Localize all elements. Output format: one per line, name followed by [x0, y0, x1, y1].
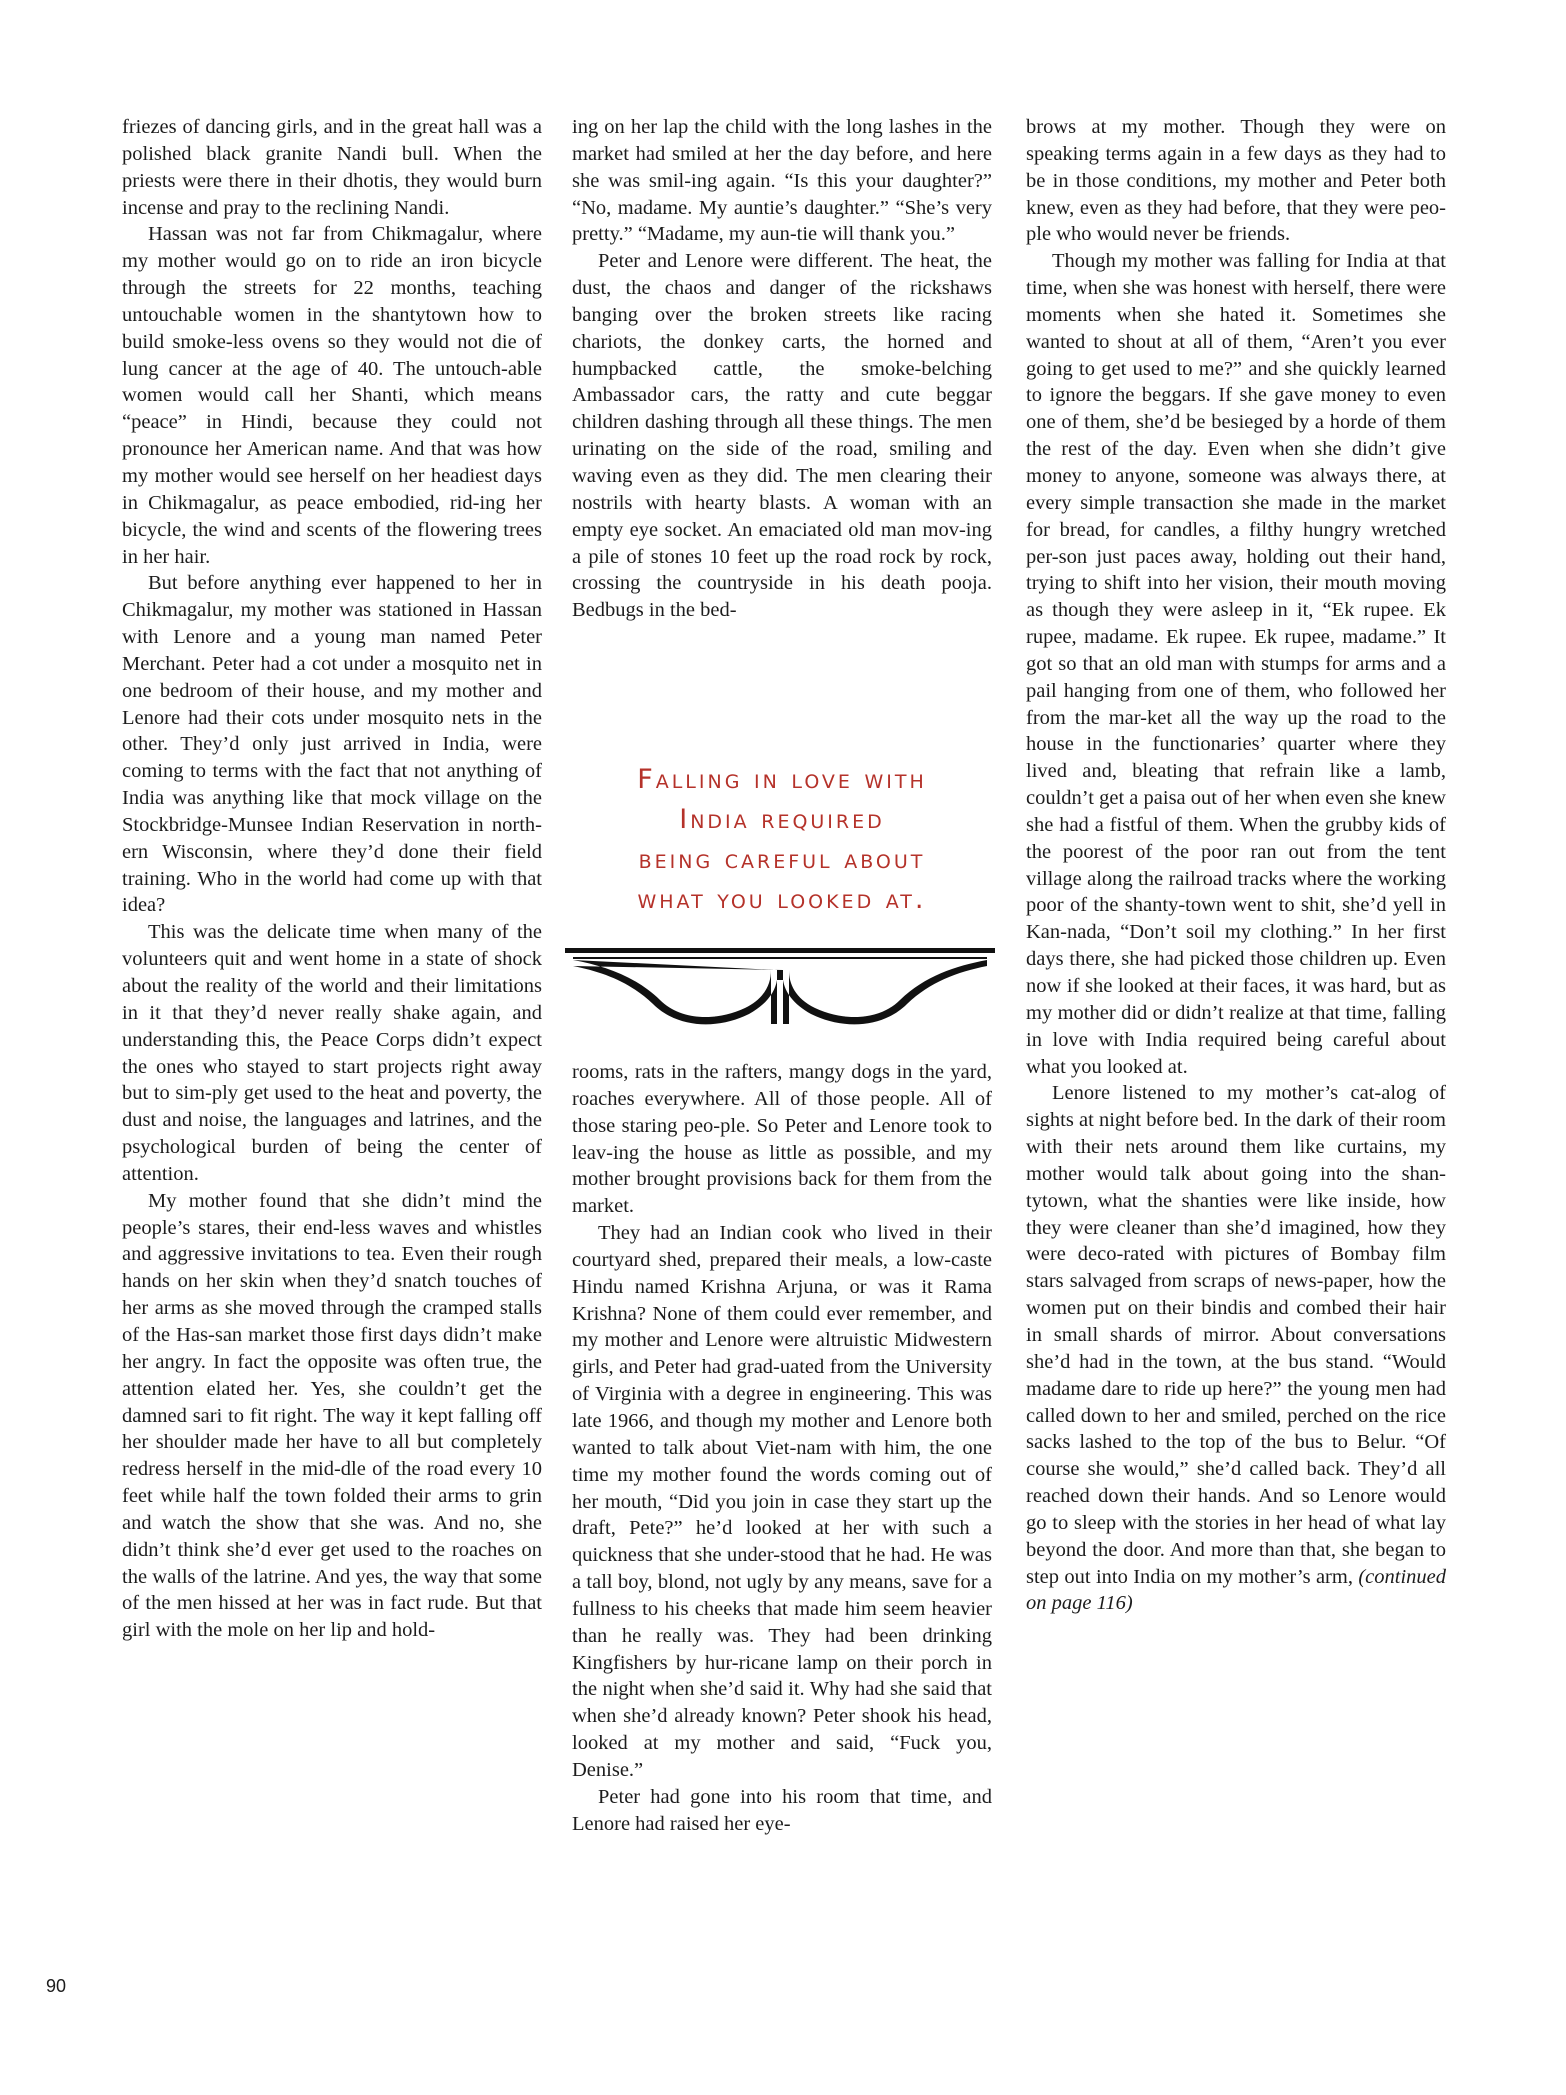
paragraph-text: Lenore listened to my mother’s cat-alog of sights at night before bed. In the dark of their room with their nets around them like curtains, my mother would talk about going into the shan-tytown, what the shanties were like inside, how they were cleaner than she’d imagined, how they were deco-rated with pictures of Bombay film stars salvaged from scraps of news-paper, how the women put on their bindis and combed their hair in small shards of mirror. About conversations she’d had in the town, at the bus stand. “Would madame dare to ride up here?” the young men had called down to her and smiled, perched on the rice sacks lashed to the top of the bus to Belur. “Of course she would,” she’d called back. They’d all reached down their hands. And so Lenore would go to sleep with the stories in her head of what lay beyond the door. And more than that, she began to step out into India on my mother’s arm, [1026, 1082, 1446, 1588]
pull-quote [575, 760, 989, 920]
text-column-3 [1026, 114, 1446, 1617]
paragraph: Peter and Lenore were different. The heat, the dust, the chaos and danger of the rickshaws banging over the broken streets like racing chariots, the donkey carts, the horned and humpbacked cattle, the smoke-belching Ambassador cars, the ratty and cute beggar children dashing through all these things. The men urinating on the side of the road, smiling and waving even as they did. The men clearing their nostrils with hearty blasts. A woman with an empty eye socket. An emaciated old man mov-ing a pile of stones 10 feet up the road rock by rock, crossing the countryside in his death pooja. Bedbugs in the bed- [572, 250, 992, 622]
paragraph: ing on her lap the child with the long lashes in the market had smiled at her the day before, and here she was smil-ing again. “Is this your daughter?” “No, madame. My auntie’s daughter.” “She’s very pretty.” “Madame, my aun-tie will thank you.” [572, 116, 992, 246]
paragraph: But before anything ever happened to her in Chikmagalur, my mother was stationed in Hassan with Lenore and a young man named Peter Merchant. Peter had a cot under a mosquito net in one bedroom of their house, and my mother and Lenore had their cots under mosquito nets in the other. They’d only just arrived in India, were coming to terms with the fact that not anything of India was anything like that mock village on the Stockbridge-Munsee Indian Reservation in north-ern Wisconsin, where they’d done their field training. Who in the world had come up with that idea? [122, 572, 542, 917]
text-column-2-bottom [572, 1059, 992, 1837]
pull-quote-line: Falling in love with [637, 764, 927, 795]
paragraph [1026, 1080, 1446, 1617]
paragraph: This was the delicate time when many of the volunteers quit and went home in a state of shock about the reality of the world and their limitations in it that they’d never really shake again, and understanding this, the Peace Corps didn’t expect the ones who stayed to start projects right away but to sim-ply get used to the heat and poverty, the dust and noise, the languages and latrines, and the psychological burden of being the center of attention. [122, 921, 542, 1185]
paragraph: Peter had gone into his room that time, and Lenore had raised her eye- [572, 1785, 992, 1835]
page-number: 90 [46, 1976, 67, 1996]
paragraph: Hassan was not far from Chikmagalur, where my mother would go on to ride an iron bicycle through the streets for 22 months, teaching untouchable women in the shantytown how to build smoke-less ovens so they would not die of lung cancer at the age of 40. The untouch-able women would call her Shanti, which means “peace” in Hindi, because they could not pronounce her American name. And that was how my mother would see herself on her headiest days in Chikmagalur, as peace embodied, rid-ing her bicycle, the wind and scents of the flowering trees in her hair. [122, 223, 542, 568]
text-column-2-top [572, 114, 992, 624]
pull-quote-line: what you looked at. [637, 884, 927, 915]
paragraph: friezes of dancing girls, and in the great hall was a polished black granite Nandi bull. When the priests were there in their dhotis, they would burn incense and pray to the reclining Nandi. [122, 116, 542, 219]
pull-quote-line: India required [679, 804, 885, 835]
text-column-1 [122, 114, 542, 1644]
paragraph: Though my mother was falling for India at that time, when she was honest with herself, there were moments when she hated it. Sometimes she wanted to shout at all of them, “Aren’t you ever going to get used to me?” and she quickly learned to ignore the beggars. If she gave money to even one of them, she’d be besieged by a horde of them the rest of the day. Even when she didn’t give money to anyone, someone was always there, at every simple transaction she made in the market for bread, for candles, a filthy hungry wretched per-son just paces away, holding out their hand, trying to shift into her vision, their mouth moving as though they were asleep in it, “Ek rupee. Ek rupee, madame. Ek rupee. Ek rupee, madame.” It got so that an old man with stumps for arms and a pail hanging from one of them, who followed her from the mar-ket all the way up the road to the house in the functionaries’ quarter where they lived and, bleating that refrain like a lamb, couldn’t get a paisa out of her when even she knew she had a fistful of them. When the grubby kids of the poorest of the poor ran out from the tent village along the railroad tracks where the working poor of the shanty-town went to shit, she’d yell in Kan-nada, “Don’t soil my clothing.” In her first days there, she had picked those children up. Even now if she looked at their faces, it was hard, but as my mother did or didn’t realize at that time, falling in love with India required being careful about what you looked at. [1026, 250, 1446, 1078]
paragraph: They had an Indian cook who lived in their courtyard shed, prepared their meals, a low-caste Hindu named Krishna Arjuna, or was it Rama Krishna? None of them could ever remember, and my mother and Lenore were altruistic Midwestern girls, and Peter had grad-uated from the University of Virginia with a degree in engineering. This was late 1966, and though my mother and Lenore both wanted to talk about Viet-nam with him, the one time my mother found the words coming out of her mouth, “Did you join in case they start up the draft, Pete?” he’d looked at her with such a quickness that she under-stood that he had. He was a tall boy, blond, not ugly by any means, save for a fullness to his cheeks that made him seem heavier than he really was. They had been drinking Kingfishers by hur-ricane lamp on their porch in the night when she’d said it. Why had she said that when she’d already known? Peter shook his head, looked at my mother and said, “Fuck you, Denise.” [572, 1222, 992, 1781]
paragraph: My mother found that she didn’t mind the people’s stares, their end-less waves and whistles and aggressive invitations to tea. Even their rough hands on her skin when they’d snatch touches of her arms as she moved through the cramped stalls of the Has-san market those first days didn’t make her angry. In fact the opposite was often true, the attention elated her. Yes, she couldn’t get the damned sari to fit right. The way it kept falling off her shoulder made her have to all but completely redress herself in the mid-dle of the road every 10 feet while half the town folded their arms to grin and watch the show that she was. And no, she didn’t think she’d ever get used to the roaches on the walls of the latrine. And yes, the way that some of the men hissed at her was in fact rude. But that girl with the mole on her lip and hold- [122, 1189, 542, 1642]
ornament-divider-icon [565, 940, 995, 1028]
paragraph: brows at my mother. Though they were on speaking terms again in a few days as they had to be in those conditions, my mother and Peter both knew, even as they had before, that they were peo-ple who would never be friends. [1026, 116, 1446, 246]
paragraph: rooms, rats in the rafters, mangy dogs in the yard, roaches everywhere. All of those people. All of those staring peo-ple. So Peter and Lenore took to leav-ing the house as little as possible, and my mother brought provisions back for them from the market. [572, 1061, 992, 1218]
continued-note: (continued on page 116) [1026, 1565, 1446, 1615]
pull-quote-line: being careful about [638, 844, 926, 875]
